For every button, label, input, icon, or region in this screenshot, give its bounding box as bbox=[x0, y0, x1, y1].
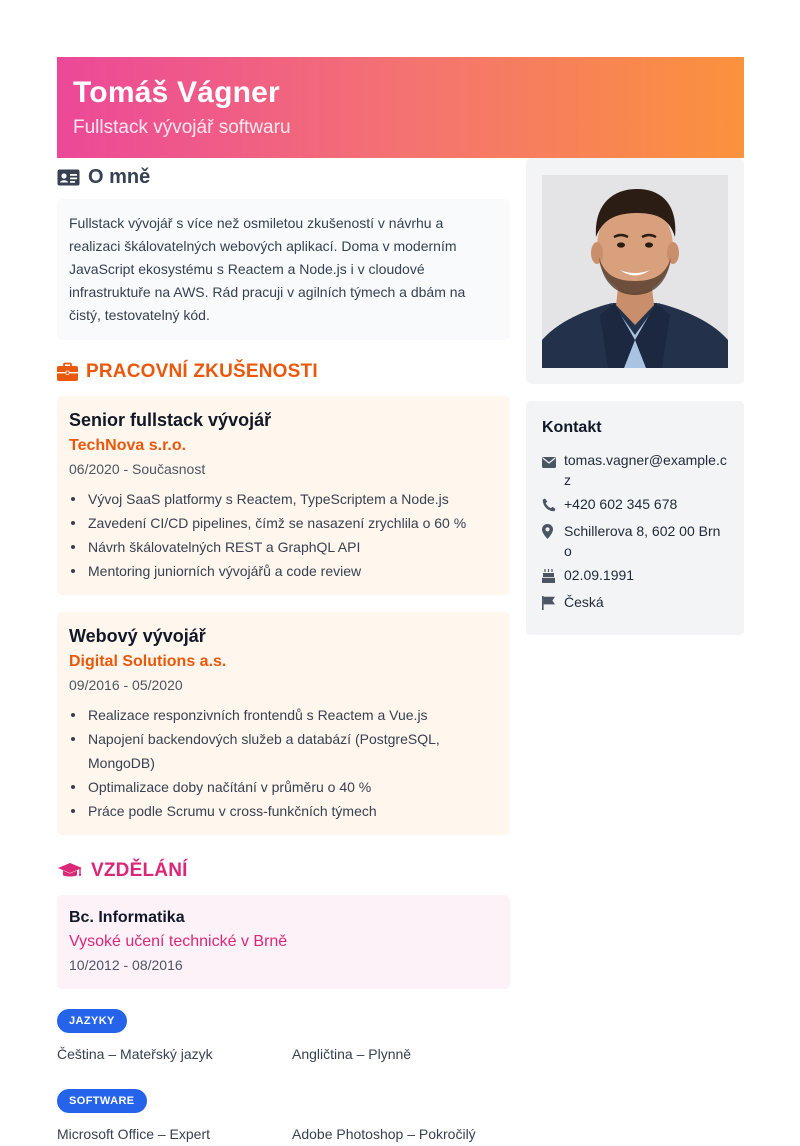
contact-phone-row bbox=[542, 494, 728, 517]
photo-card bbox=[526, 158, 744, 384]
about-title-text: O mně bbox=[88, 165, 151, 188]
envelope-icon bbox=[542, 457, 556, 468]
job-entry bbox=[57, 396, 510, 595]
job-bullet: Realizace responzivních frontendů s Reactem a Vue.js bbox=[69, 703, 498, 727]
education-section-title bbox=[57, 857, 510, 885]
job-entry bbox=[57, 612, 510, 835]
job-title: Webový vývojář bbox=[69, 626, 206, 646]
resume-header bbox=[57, 57, 744, 158]
contact-nationality-row bbox=[542, 592, 728, 615]
experience-section-title bbox=[57, 358, 510, 386]
languages-badge: JAZYKY bbox=[57, 1009, 127, 1033]
flag-icon bbox=[542, 596, 555, 610]
main-column bbox=[57, 158, 510, 1146]
job-dates: 09/2016 - 05/2020 bbox=[69, 677, 183, 693]
job-company: TechNova s.r.o. bbox=[69, 437, 187, 454]
graduation-cap-icon bbox=[57, 862, 83, 880]
job-bullet: Optimalizace doby načítání v průměru o 40 % bbox=[69, 775, 498, 799]
profile-photo bbox=[542, 175, 728, 368]
software-item: Adobe Photoshop – Pokročilý bbox=[292, 1126, 476, 1142]
person-name: Tomáš Vágner bbox=[73, 76, 280, 109]
contact-address: Schillerova 8, 602 00 Brno bbox=[564, 523, 721, 559]
language-item: Čeština – Mateřský jazyk bbox=[57, 1046, 213, 1062]
education-title-text: VZDĚLÁNÍ bbox=[91, 860, 188, 881]
software-badge: SOFTWARE bbox=[57, 1089, 147, 1113]
job-title: Senior fullstack vývojář bbox=[69, 410, 272, 430]
map-pin-icon bbox=[542, 524, 553, 539]
contact-birthdate: 02.09.1991 bbox=[564, 567, 635, 583]
languages-list bbox=[57, 1046, 510, 1066]
job-bullet: Návrh škálovatelných REST a GraphQL API bbox=[69, 535, 498, 559]
job-bullet: Zavedení CI/CD pipelines, čímž se nasazení zrychlila o 60 % bbox=[69, 511, 498, 535]
software-item: Microsoft Office – Expert bbox=[57, 1126, 211, 1142]
job-bullet: Napojení backendových služeb a databází (PostgreSQL, MongoDB) bbox=[69, 727, 498, 775]
job-bullets bbox=[69, 703, 498, 823]
phone-icon bbox=[542, 498, 556, 512]
experience-title-text: PRACOVNÍ ZKUŠENOSTI bbox=[86, 361, 318, 382]
contact-email-row bbox=[542, 450, 728, 490]
contact-birthdate-row bbox=[542, 565, 728, 588]
education-entry bbox=[57, 895, 510, 989]
job-bullet: Práce podle Scrumu v cross-funkčních týmech bbox=[69, 799, 498, 823]
about-text: Fullstack vývojář s více než osmiletou zkušeností v návrhu a realizaci škálovatelných webových aplikací. Doma v moderním JavaScript ekosystému s Reactem a Node.js i v cloudové infrastruktuře na AWS. Rád pracuji v agilních týmech a dbám na čistý, testovatelný kód. bbox=[57, 199, 510, 340]
language-item: Angličtina – Plynně bbox=[292, 1046, 412, 1062]
about-section-title bbox=[57, 162, 510, 192]
education-degree: Bc. Informatika bbox=[69, 909, 185, 926]
person-role: Fullstack vývojář softwaru bbox=[73, 117, 291, 138]
contact-title: Kontakt bbox=[542, 419, 602, 436]
software-list bbox=[57, 1126, 510, 1146]
education-school: Vysoké učení technické v Brně bbox=[69, 933, 288, 950]
id-card-icon bbox=[57, 169, 80, 186]
contact-card bbox=[526, 401, 744, 635]
education-dates: 10/2012 - 08/2016 bbox=[69, 957, 183, 973]
job-bullets bbox=[69, 487, 498, 583]
job-bullet: Vývoj SaaS platformy s Reactem, TypeScriptem a Node.js bbox=[69, 487, 498, 511]
sidebar bbox=[526, 158, 744, 635]
job-company: Digital Solutions a.s. bbox=[69, 653, 227, 670]
briefcase-icon bbox=[57, 363, 78, 381]
birthday-cake-icon bbox=[542, 569, 555, 583]
contact-nationality: Česká bbox=[564, 594, 604, 610]
job-dates: 06/2020 - Současnost bbox=[69, 461, 206, 477]
job-bullet: Mentoring juniorních vývojářů a code review bbox=[69, 559, 498, 583]
contact-address-row bbox=[542, 521, 728, 561]
contact-phone[interactable]: +420 602 345 678 bbox=[564, 496, 678, 512]
contact-email[interactable]: tomas.vagner@example.cz bbox=[564, 452, 727, 488]
